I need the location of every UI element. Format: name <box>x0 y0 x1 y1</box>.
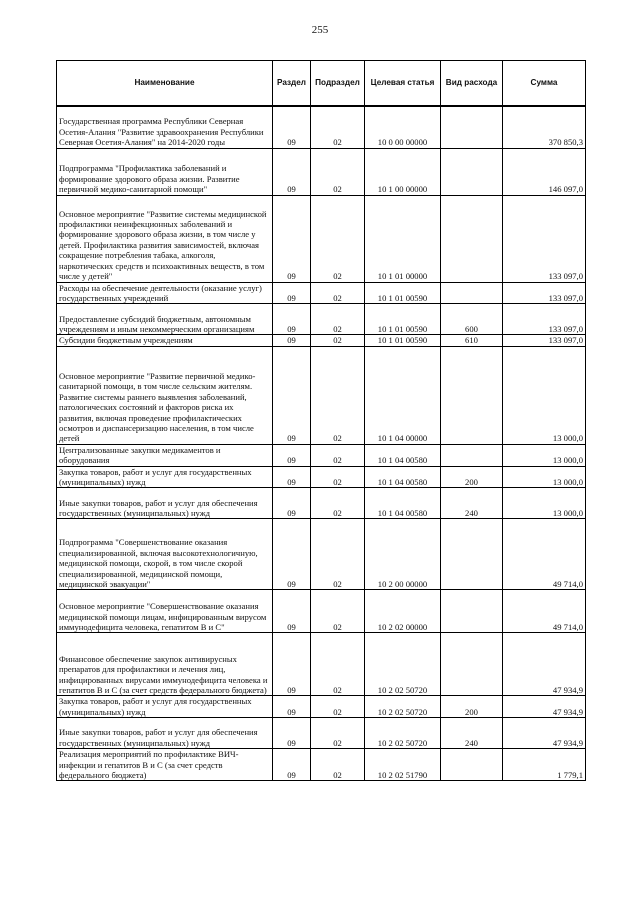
table-row <box>57 466 586 488</box>
budget-table <box>56 60 586 781</box>
column-header-name: Наименование <box>57 61 273 107</box>
row-expense <box>441 590 503 633</box>
table-row <box>57 718 586 749</box>
row-target: 10 1 04 00000 <box>365 346 441 444</box>
table-row <box>57 148 586 195</box>
row-subsection: 02 <box>311 304 365 335</box>
table-row <box>57 335 586 346</box>
row-sum: 133 097,0 <box>503 195 586 282</box>
row-name: Подпрограмма "Профилактика заболеваний и формирование здорового образа жизни. Развитие первичной медико-санитарной помощи" <box>57 148 273 195</box>
row-name: Предоставление субсидий бюджетным, автономным учреждениям и иным некоммерческим организациям <box>57 304 273 335</box>
row-sum: 133 097,0 <box>503 304 586 335</box>
table-row <box>57 304 586 335</box>
row-section: 09 <box>273 282 311 304</box>
row-subsection: 02 <box>311 195 365 282</box>
row-target: 10 1 01 00590 <box>365 335 441 346</box>
row-section: 09 <box>273 195 311 282</box>
row-subsection: 02 <box>311 444 365 466</box>
row-sum: 13 000,0 <box>503 488 586 519</box>
row-subsection: 02 <box>311 282 365 304</box>
row-sum: 146 097,0 <box>503 148 586 195</box>
row-section: 09 <box>273 106 311 148</box>
row-target: 10 2 02 50720 <box>365 633 441 696</box>
table-row <box>57 195 586 282</box>
column-header-section: Раздел <box>273 61 311 107</box>
row-expense <box>441 282 503 304</box>
row-target: 10 2 02 50720 <box>365 696 441 718</box>
table-row <box>57 282 586 304</box>
row-subsection: 02 <box>311 106 365 148</box>
row-expense: 240 <box>441 718 503 749</box>
row-target: 10 1 01 00000 <box>365 195 441 282</box>
row-name: Субсидии бюджетным учреждениям <box>57 335 273 346</box>
row-expense <box>441 346 503 444</box>
row-expense <box>441 106 503 148</box>
row-name: Централизованные закупки медикаментов и оборудования <box>57 444 273 466</box>
table-header-row <box>57 61 586 107</box>
row-expense: 200 <box>441 696 503 718</box>
row-section: 09 <box>273 304 311 335</box>
row-target: 10 1 01 00590 <box>365 304 441 335</box>
row-subsection: 02 <box>311 148 365 195</box>
row-expense <box>441 519 503 590</box>
column-header-target: Целевая статья <box>365 61 441 107</box>
table-row <box>57 590 586 633</box>
row-sum: 47 934,9 <box>503 718 586 749</box>
column-header-expense: Вид расхода <box>441 61 503 107</box>
row-name: Основное мероприятие "Развитие системы медицинской профилактики неинфекционных заболеваний и формирование здорового образа жизни, в том числе у детей. Профилактика развития зависимостей, включая сокращение потребления табака, алкоголя, наркотических средств и психоактивных веществ, в том числе у детей" <box>57 195 273 282</box>
row-name: Закупка товаров, работ и услуг для государственных (муниципальных) нужд <box>57 696 273 718</box>
row-sum: 49 714,0 <box>503 519 586 590</box>
row-target: 10 1 04 00580 <box>365 488 441 519</box>
row-section: 09 <box>273 335 311 346</box>
row-target: 10 2 02 00000 <box>365 590 441 633</box>
row-sum: 49 714,0 <box>503 590 586 633</box>
row-subsection: 02 <box>311 346 365 444</box>
row-subsection: 02 <box>311 590 365 633</box>
row-target: 10 2 02 51790 <box>365 749 441 781</box>
row-target: 10 2 00 00000 <box>365 519 441 590</box>
row-expense: 200 <box>441 466 503 488</box>
row-subsection: 02 <box>311 696 365 718</box>
row-section: 09 <box>273 488 311 519</box>
row-section: 09 <box>273 633 311 696</box>
table-row <box>57 519 586 590</box>
row-target: 10 1 04 00580 <box>365 444 441 466</box>
row-sum: 133 097,0 <box>503 335 586 346</box>
column-header-sum: Сумма <box>503 61 586 107</box>
row-name: Подпрограмма "Совершенствование оказания специализированной, включая высокотехнологичную, медицинской помощи, скорой, в том числе скорой специализированной, медицинской помощи, медицинской эвакуации" <box>57 519 273 590</box>
row-section: 09 <box>273 519 311 590</box>
column-header-subsection: Подраздел <box>311 61 365 107</box>
row-section: 09 <box>273 444 311 466</box>
row-sum: 13 000,0 <box>503 346 586 444</box>
table-row <box>57 749 586 781</box>
table-row <box>57 346 586 444</box>
row-target: 10 1 04 00580 <box>365 466 441 488</box>
table-row <box>57 444 586 466</box>
row-subsection: 02 <box>311 519 365 590</box>
row-subsection: 02 <box>311 488 365 519</box>
table-row <box>57 696 586 718</box>
row-name: Основное мероприятие "Совершенствование оказания медицинской помощи лицам, инфицированным вирусом иммунодефицита человека, гепатитом В и С" <box>57 590 273 633</box>
row-name: Закупка товаров, работ и услуг для государственных (муниципальных) нужд <box>57 466 273 488</box>
row-expense: 610 <box>441 335 503 346</box>
row-target: 10 1 01 00590 <box>365 282 441 304</box>
table-body <box>57 106 586 781</box>
row-subsection: 02 <box>311 633 365 696</box>
table-row <box>57 106 586 148</box>
row-section: 09 <box>273 148 311 195</box>
row-target: 10 0 00 00000 <box>365 106 441 148</box>
row-sum: 47 934,9 <box>503 633 586 696</box>
row-expense <box>441 195 503 282</box>
row-sum: 370 850,3 <box>503 106 586 148</box>
row-name: Основное мероприятие "Развитие первичной медико-санитарной помощи, в том числе сельским жителям. Развитие системы раннего выявления заболеваний, патологических состояний и факторов риска их развития, включая проведение профилактических осмотров и диспансеризацию населения, в том числе детей <box>57 346 273 444</box>
row-expense <box>441 749 503 781</box>
row-name: Финансовое обеспечение закупок антивирусных препаратов для профилактики и лечения лиц, инфицированных вирусами иммунодефицита человека и гепатитов В и С (за счет средств федерального бюджета) <box>57 633 273 696</box>
row-sum: 1 779,1 <box>503 749 586 781</box>
table-row <box>57 488 586 519</box>
row-section: 09 <box>273 696 311 718</box>
row-sum: 47 934,9 <box>503 696 586 718</box>
row-name: Государственная программа Республики Северная Осетия-Алания "Развитие здравоохранения Республики Северная Осетия-Алания" на 2014-2020 годы <box>57 106 273 148</box>
table-row <box>57 633 586 696</box>
row-subsection: 02 <box>311 466 365 488</box>
row-section: 09 <box>273 590 311 633</box>
row-subsection: 02 <box>311 335 365 346</box>
row-expense <box>441 633 503 696</box>
row-name: Иные закупки товаров, работ и услуг для обеспечения государственных (муниципальных) нужд <box>57 488 273 519</box>
row-expense <box>441 148 503 195</box>
row-sum: 13 000,0 <box>503 444 586 466</box>
row-name: Расходы на обеспечение деятельности (оказание услуг) государственных учреждений <box>57 282 273 304</box>
row-sum: 133 097,0 <box>503 282 586 304</box>
row-section: 09 <box>273 749 311 781</box>
row-section: 09 <box>273 346 311 444</box>
row-expense: 600 <box>441 304 503 335</box>
row-expense <box>441 444 503 466</box>
row-target: 10 2 02 50720 <box>365 718 441 749</box>
row-subsection: 02 <box>311 718 365 749</box>
row-section: 09 <box>273 718 311 749</box>
row-subsection: 02 <box>311 749 365 781</box>
row-section: 09 <box>273 466 311 488</box>
row-name: Реализация мероприятий по профилактике ВИЧ-инфекции и гепатитов В и С (за счет средств федерального бюджета) <box>57 749 273 781</box>
row-name: Иные закупки товаров, работ и услуг для обеспечения государственных (муниципальных) нужд <box>57 718 273 749</box>
row-expense: 240 <box>441 488 503 519</box>
row-sum: 13 000,0 <box>503 466 586 488</box>
page-number: 255 <box>311 24 329 36</box>
row-target: 10 1 00 00000 <box>365 148 441 195</box>
